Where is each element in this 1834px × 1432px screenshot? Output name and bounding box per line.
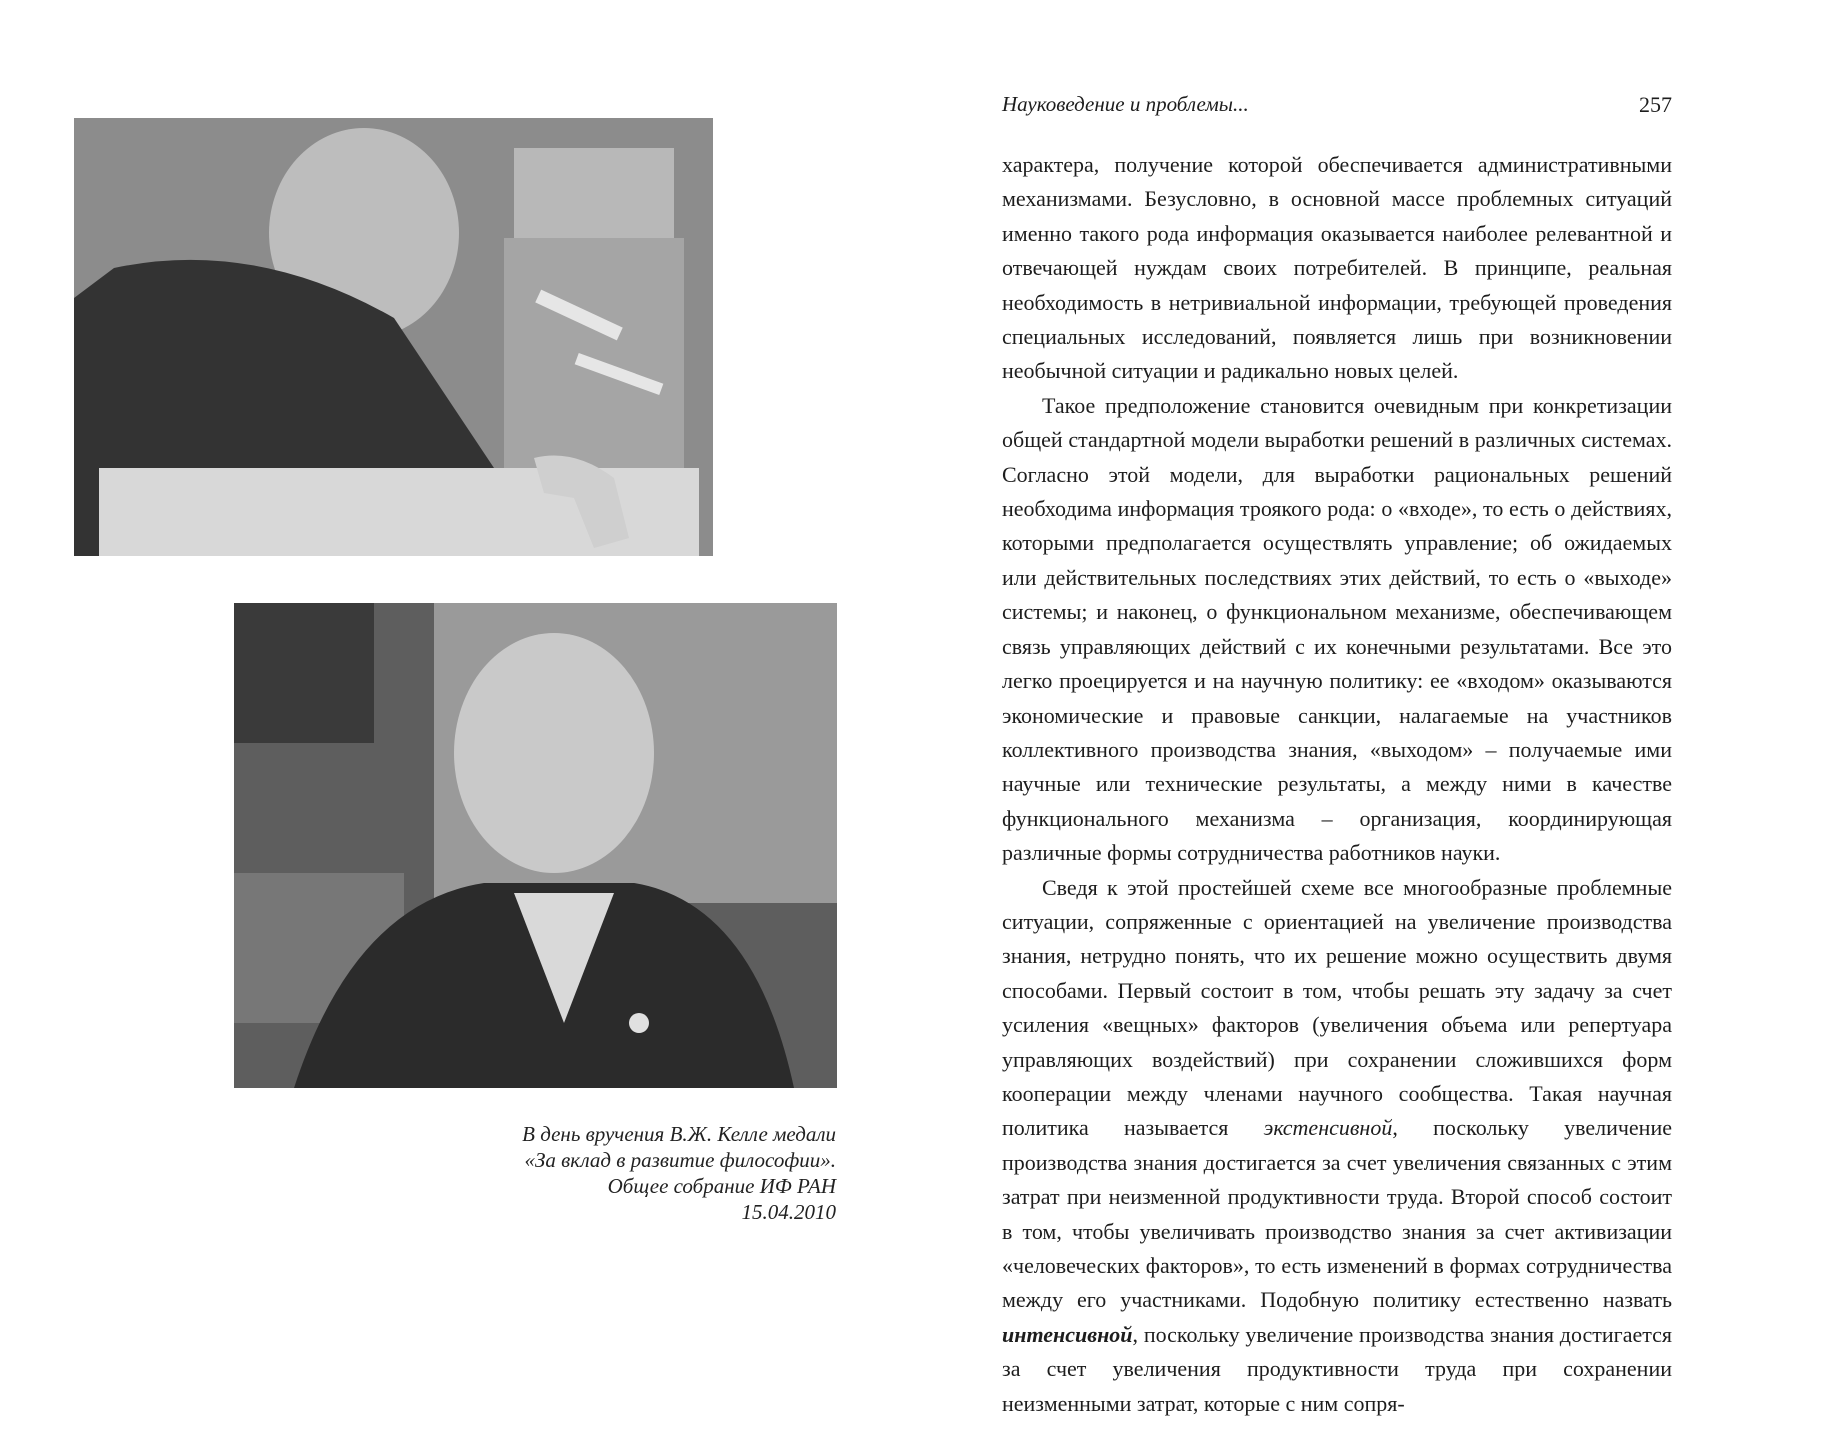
- term-extensive: экстенсивной: [1263, 1115, 1393, 1141]
- photo-speaker-at-podium: [74, 118, 713, 556]
- photo-icon: [74, 118, 713, 556]
- right-page: [917, 0, 1834, 1432]
- photo-seated-portrait: [234, 603, 837, 1088]
- term-intensive: интенсивной: [1002, 1321, 1133, 1347]
- photo-icon: [234, 603, 837, 1088]
- caption-line: «За вклад в развитие философии».: [524, 1148, 836, 1172]
- paragraph-2: Такое предположение становится очевидным при конкретизации общей стандартной модели выработки решений в различных системах. Согласно этой модели, для выработки рациональных решений необходима информация троякого рода: о «входе», то есть о действиях, которыми предполагается осуществлять управление; об ожидаемых или действительных последствиях этих действий, то есть о «выходе» системы; и наконец, о функциональном механизме, обеспечивающем связь управляющих действий с их конечными результатами. Все это легко проецируется и на научную политику: ее «входом» оказываются экономические и правовые санкции, налагаемые на участников коллективного производства знания, «выходом» – получаемые ими научные или технические результаты, а между ними в качестве функционального механизма – организация, координирующая различные формы сотрудничества работников науки.: [1002, 392, 1672, 866]
- paragraph-3-text: Сведя к этой простейшей схеме все многообразные проблемные ситуации, сопряженные с ориентацией на увеличение производства знания, нетрудно понять, что их решение можно осуществить двумя способами. Первый состоит в том, чтобы решать эту задачу за счет усиления «вещных» факторов (увеличения объема или репертуара управляющих воздействий) при сохранении сложившихся форм кооперации между членами научного сообщества. Такая научная политика называется: [1002, 874, 1672, 1141]
- body-text: [1002, 148, 1672, 1421]
- paragraph-3: [1002, 871, 1672, 1422]
- paragraph-3-text: , поскольку увеличение производства знания достигается за счет увеличения продуктивности труда при сохранении неизменными затрат, которые с ним сопря-: [1002, 1321, 1672, 1416]
- page-number: 257: [1639, 92, 1672, 117]
- paragraph-3-text: , поскольку увеличение производства знания достигается за счет увеличения связанных с этим затрат при неизменной продуктивности труда. Второй способ состоит в том, чтобы увеличивать производство знания за счет активизации «человеческих факторов», то есть изменений в формах сотрудничества между его участниками. Подобную политику естественно назвать: [1002, 1115, 1672, 1313]
- caption-line: Общее собрание ИФ РАН: [607, 1174, 836, 1198]
- paragraph-1: характера, получение которой обеспечивается административными механизмами. Безусловно, в основной массе проблемных ситуаций именно такого рода информация оказывается наиболее релевантной и отвечающей нуждам своих потребителей. В принципе, реальная необходимость в нетривиальной информации, требующей проведения специальных исследований, появляется лишь при возникновении необычной ситуации и радикально новых целей.: [1002, 152, 1672, 384]
- caption-date: 15.04.2010: [741, 1200, 836, 1224]
- running-head: [1002, 92, 1672, 120]
- caption-line: В день вручения В.Ж. Келле медали: [522, 1122, 836, 1146]
- running-title: Науковедение и проблемы...: [1002, 92, 1249, 116]
- photo-caption: [470, 1121, 836, 1225]
